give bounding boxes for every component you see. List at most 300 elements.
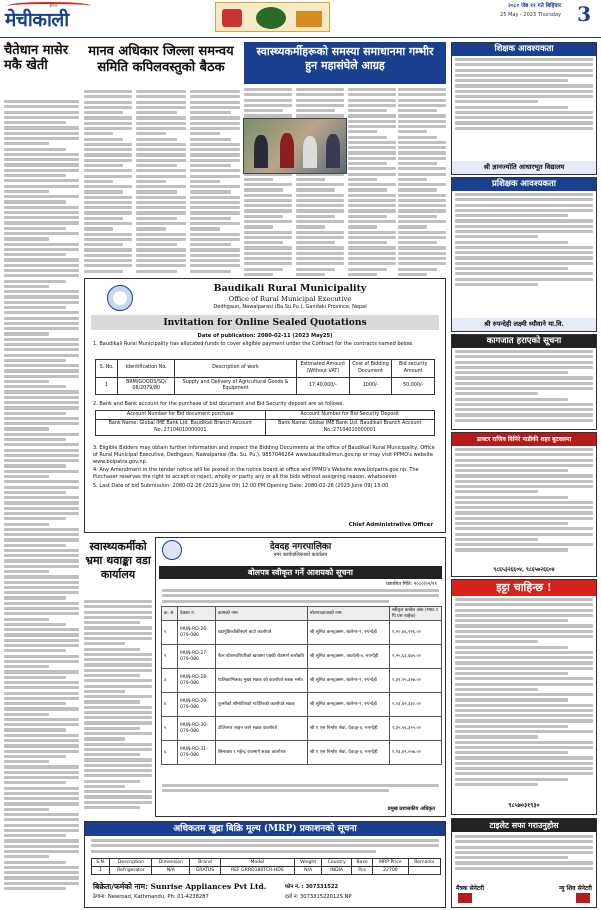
text-line bbox=[455, 517, 593, 520]
text-line bbox=[4, 253, 66, 256]
text-line bbox=[4, 718, 79, 721]
text-line bbox=[455, 116, 593, 119]
text-line bbox=[296, 231, 344, 234]
text-line bbox=[398, 183, 446, 186]
ad-title: डाक्टर राजिव विमिरे नाडीकी शहर बुटवलमा bbox=[452, 433, 596, 446]
text-line bbox=[455, 598, 593, 601]
notice-intro bbox=[162, 589, 439, 605]
text-line bbox=[4, 501, 79, 504]
table-cell: Bank Name: Global IME Bank Ltd. Baudikali Branch Account No.:27104010000001 bbox=[96, 420, 266, 436]
text-line bbox=[4, 887, 66, 890]
text-line bbox=[4, 290, 79, 293]
text-line bbox=[455, 735, 538, 738]
table-header-cell: MRP Price bbox=[373, 859, 409, 867]
text-line bbox=[455, 204, 593, 207]
text-line bbox=[455, 693, 593, 696]
text-line bbox=[455, 704, 593, 707]
text-line bbox=[348, 109, 387, 112]
text-line bbox=[348, 99, 396, 102]
brick-wanted-ad bbox=[451, 579, 597, 815]
text-line bbox=[4, 765, 79, 768]
table-header-cell: Description bbox=[110, 859, 152, 867]
text-line bbox=[4, 206, 79, 209]
table-row bbox=[162, 645, 442, 669]
logo-text: मेचीकाली bbox=[5, 9, 69, 31]
text-line bbox=[455, 371, 568, 374]
text-line bbox=[4, 512, 79, 515]
text-line bbox=[4, 105, 79, 108]
table-header-cell: Brand bbox=[190, 859, 220, 867]
text-line bbox=[4, 464, 66, 467]
text-line bbox=[455, 225, 593, 228]
text-line bbox=[84, 801, 152, 804]
notice-text bbox=[91, 839, 439, 855]
text-line bbox=[455, 709, 593, 712]
text-line bbox=[296, 268, 335, 271]
text-line bbox=[398, 215, 437, 218]
left-article-body bbox=[4, 100, 79, 906]
masthead bbox=[0, 0, 601, 38]
text-line bbox=[84, 143, 132, 146]
text-line bbox=[84, 616, 152, 619]
ad-title: टाइलेट सफा गराउनुहोस bbox=[452, 819, 596, 832]
text-line bbox=[4, 148, 66, 151]
notice-signature: Chief Administrative Officer bbox=[348, 521, 433, 528]
text-line bbox=[296, 257, 344, 260]
text-line bbox=[190, 106, 240, 109]
text-line bbox=[4, 829, 79, 832]
text-line bbox=[84, 106, 132, 109]
text-line bbox=[136, 153, 186, 156]
text-line bbox=[4, 739, 79, 742]
text-line bbox=[455, 496, 568, 499]
text-line bbox=[84, 674, 140, 677]
text-line bbox=[348, 173, 396, 176]
ward-office-headline: स्वास्थ्यकर्मीको भ्रमा थवाङ्का वडा कार्यालय bbox=[85, 540, 151, 581]
text-line bbox=[455, 453, 593, 456]
text-line bbox=[190, 185, 240, 188]
text-line bbox=[398, 188, 437, 191]
text-line bbox=[455, 256, 593, 259]
text-line bbox=[84, 721, 152, 724]
text-line bbox=[84, 222, 132, 225]
text-line bbox=[84, 753, 140, 756]
text-line bbox=[398, 162, 437, 165]
text-line bbox=[136, 180, 166, 183]
table-cell: MUN-RD-30-079-080 bbox=[178, 717, 216, 741]
text-line bbox=[455, 840, 593, 843]
text-line bbox=[4, 237, 49, 240]
text-line bbox=[244, 93, 292, 96]
notice-title: देवदह नगरपालिका bbox=[269, 542, 332, 552]
text-line bbox=[455, 614, 593, 617]
date-nepali: २०८० जेष्ठ ११ गते बिहिवार bbox=[508, 3, 561, 9]
text-line bbox=[398, 178, 427, 181]
text-line bbox=[4, 449, 79, 452]
text-line bbox=[136, 175, 186, 178]
text-line bbox=[4, 559, 79, 562]
text-line bbox=[136, 159, 186, 162]
table-header-cell: ठेक्का नं. bbox=[178, 607, 216, 621]
text-line bbox=[398, 252, 446, 255]
text-line bbox=[84, 132, 113, 135]
text-line bbox=[84, 211, 132, 214]
notice-band: बोलपत्र स्वीकृत गर्ने आशयको सूचना bbox=[159, 566, 442, 579]
text-line bbox=[455, 121, 593, 124]
text-line bbox=[136, 254, 186, 257]
text-line bbox=[190, 138, 231, 141]
table-cell: ६ bbox=[162, 741, 178, 765]
text-line bbox=[136, 132, 166, 135]
text-line bbox=[244, 183, 292, 186]
text-line bbox=[4, 544, 66, 547]
table-header-cell: Bid security Amount bbox=[392, 360, 435, 378]
text-line bbox=[455, 419, 593, 422]
text-line bbox=[244, 99, 292, 102]
text-line bbox=[84, 780, 140, 783]
text-line bbox=[136, 270, 177, 273]
notice-footer bbox=[162, 784, 439, 795]
table-cell: MUN-RD-31-079-080 bbox=[178, 741, 216, 765]
text-line bbox=[84, 605, 152, 608]
text-line bbox=[4, 301, 79, 304]
text-line bbox=[190, 206, 240, 209]
text-line bbox=[455, 74, 593, 77]
text-line bbox=[4, 781, 66, 784]
text-line bbox=[455, 538, 538, 541]
text-line bbox=[455, 714, 593, 717]
text-line bbox=[348, 188, 387, 191]
text-line bbox=[4, 322, 79, 325]
text-line bbox=[4, 792, 79, 795]
text-line bbox=[296, 241, 335, 244]
text-line bbox=[398, 114, 446, 117]
text-line bbox=[348, 241, 387, 244]
table-cell: १ bbox=[162, 621, 178, 645]
text-line bbox=[398, 151, 446, 154]
text-line bbox=[455, 408, 593, 411]
table-cell: 50,000/- bbox=[392, 378, 435, 395]
text-line bbox=[348, 273, 377, 276]
text-line bbox=[4, 808, 49, 811]
text-line bbox=[455, 241, 568, 244]
text-line bbox=[4, 507, 79, 510]
text-line bbox=[455, 756, 593, 759]
text-line bbox=[84, 206, 132, 209]
text-line bbox=[190, 243, 231, 246]
text-line bbox=[244, 109, 283, 112]
text-line bbox=[4, 538, 79, 541]
table-cell: GRATUS bbox=[190, 867, 220, 875]
list-item: 3. Eligible Bidders may obtain further information and inspect the Bidding Documents at the office of Baudikali Rural Municipality, Office of Rural Municipal Executive, Dedhgaun, Nawalparasi (Ba. Su. Pu.), 9857046264 www.baudikalimun.gov.np or may visit PPMO's website www.bolpatra.gov.np. bbox=[93, 445, 435, 465]
table-header-cell: Remarks bbox=[408, 859, 440, 867]
notice-office: Office of Rural Municipal Executive bbox=[228, 295, 352, 303]
text-line bbox=[136, 106, 186, 109]
text-line bbox=[4, 575, 79, 578]
text-line bbox=[244, 194, 292, 197]
ad-title: कागजात हराएको सूचना bbox=[452, 335, 596, 348]
table-cell: फैल स्टेशनवरिपरिको खण्डमा पक्की रोडमार्ग स्तरोन्नति bbox=[216, 645, 308, 669]
text-line bbox=[455, 751, 568, 754]
company-address: ठेगाना: Newroad, Kathmandu, Ph: 01-4238287 bbox=[93, 894, 209, 900]
list-item: 5. Last Date of bid Submission: 2080-02-26 (2023 June 09) 12:00 PM Opening Date: 2080-02-26 (2023 June 09) 13:00 bbox=[93, 482, 389, 489]
text-line bbox=[398, 157, 446, 160]
date-english: 25 May - 2023 Thursday bbox=[500, 12, 561, 18]
table-cell: श्री ए एस निर्माण सेवा, देवदह-४, रुपन्देही bbox=[308, 717, 390, 741]
text-line bbox=[136, 185, 186, 188]
text-line bbox=[84, 259, 132, 262]
text-line bbox=[190, 95, 240, 98]
text-line bbox=[348, 125, 396, 128]
wanted-phone: ९८५७०३१९३० bbox=[508, 801, 540, 809]
text-line bbox=[455, 646, 568, 649]
text-line bbox=[4, 406, 79, 409]
text-line bbox=[190, 122, 240, 125]
text-line bbox=[244, 262, 292, 265]
text-line bbox=[455, 58, 593, 61]
text-line bbox=[244, 204, 292, 207]
table-cell: श्री सुमित कन्स्ट्रक्सन, आर्ताली-४, रुपन्देही bbox=[308, 645, 390, 669]
text-line bbox=[84, 233, 132, 236]
text-line bbox=[455, 522, 568, 525]
table-cell: N/A bbox=[152, 867, 190, 875]
text-line bbox=[84, 774, 152, 777]
text-line bbox=[455, 469, 568, 472]
text-line bbox=[136, 238, 186, 241]
text-line bbox=[398, 246, 446, 249]
text-line bbox=[455, 533, 593, 536]
text-line bbox=[455, 111, 593, 114]
table-header-cell: Dimension bbox=[152, 859, 190, 867]
text-line bbox=[455, 772, 593, 775]
text-line bbox=[4, 295, 79, 298]
text-line bbox=[4, 586, 79, 589]
text-line bbox=[190, 127, 240, 130]
text-line bbox=[348, 209, 396, 212]
text-line bbox=[84, 248, 132, 251]
text-line bbox=[4, 248, 79, 251]
text-line bbox=[4, 153, 79, 156]
text-line bbox=[84, 669, 152, 672]
text-line bbox=[4, 528, 79, 531]
text-line bbox=[455, 624, 593, 627]
text-line bbox=[455, 656, 593, 659]
ad-body bbox=[452, 596, 596, 790]
text-line bbox=[455, 762, 593, 765]
text-line bbox=[455, 490, 538, 493]
text-line bbox=[244, 209, 292, 212]
table-cell: 1 bbox=[96, 378, 118, 395]
text-line bbox=[4, 845, 79, 848]
text-line bbox=[4, 665, 49, 668]
table-cell: Pcs bbox=[352, 867, 373, 875]
shop-logo-icon bbox=[576, 893, 590, 903]
text-line bbox=[455, 672, 568, 675]
text-line bbox=[4, 554, 79, 557]
text-line bbox=[4, 470, 79, 473]
text-line bbox=[136, 233, 186, 236]
text-line bbox=[4, 491, 66, 494]
text-line bbox=[4, 639, 79, 642]
human-rights-headline: मानव अधिकार जिल्ला समन्वय समिति कपिलवस्तुको बैठक bbox=[88, 44, 234, 75]
text-line bbox=[190, 132, 220, 135]
text-line bbox=[455, 527, 593, 530]
table-cell: श्री ए एस निर्माण सेवा, देवदह-४, रुपन्देही bbox=[308, 741, 390, 765]
company-registration: दर्ता नं: 307331522012S NP bbox=[285, 894, 352, 900]
text-line bbox=[190, 180, 220, 183]
text-line bbox=[84, 238, 132, 241]
mrp-table bbox=[91, 858, 441, 875]
text-line bbox=[84, 685, 152, 688]
text-line bbox=[4, 338, 79, 341]
text-line bbox=[84, 716, 152, 719]
text-line bbox=[398, 146, 446, 149]
text-line bbox=[84, 611, 152, 614]
text-line bbox=[84, 642, 125, 645]
text-line bbox=[296, 183, 344, 186]
text-line bbox=[4, 195, 79, 198]
text-line bbox=[4, 802, 79, 805]
text-line bbox=[4, 132, 79, 135]
text-line bbox=[296, 188, 335, 191]
page-number: 3 bbox=[577, 2, 591, 26]
text-line bbox=[348, 136, 387, 139]
text-line bbox=[455, 366, 593, 369]
text-line bbox=[84, 748, 152, 751]
text-line bbox=[348, 231, 396, 234]
table-header-cell: S. No. bbox=[96, 360, 118, 378]
text-line bbox=[296, 209, 344, 212]
text-line bbox=[84, 737, 125, 740]
text-line bbox=[455, 361, 593, 364]
notice-date: प्रकाशित मिति: २०८०/०२/११ bbox=[386, 582, 437, 587]
text-line bbox=[455, 603, 593, 606]
text-line bbox=[348, 162, 387, 165]
text-line bbox=[4, 200, 66, 203]
text-line bbox=[348, 120, 396, 123]
text-line bbox=[4, 380, 49, 383]
text-line bbox=[455, 63, 593, 66]
text-line bbox=[455, 398, 568, 401]
text-line bbox=[455, 861, 593, 864]
text-line bbox=[398, 141, 446, 144]
text-line bbox=[190, 211, 240, 214]
text-line bbox=[296, 194, 344, 197]
table-cell: 1 bbox=[92, 867, 110, 875]
table-cell: REF GRRD180TCR-HDS bbox=[220, 867, 295, 875]
text-line bbox=[84, 727, 140, 730]
text-line bbox=[455, 230, 593, 233]
text-line bbox=[296, 252, 344, 255]
text-line bbox=[136, 127, 186, 130]
text-line bbox=[455, 382, 593, 385]
text-line bbox=[4, 306, 66, 309]
text-line bbox=[455, 95, 593, 98]
text-line bbox=[398, 104, 446, 107]
text-line bbox=[84, 196, 132, 199]
text-line bbox=[398, 209, 446, 212]
table-header-cell: Estimated Amount (Without VAT) bbox=[296, 360, 349, 378]
text-line bbox=[4, 570, 49, 573]
text-line bbox=[136, 217, 177, 220]
list-item: 4. Any Amendment in the tender notice will be posted in the notice board at office and PPMO's Website www.bolpatra.gov.np. The Purchaser reserves the right to accept or reject, wholly or partly any or all the bids without assigning reason, whatsoever. bbox=[93, 467, 419, 480]
text-line bbox=[455, 677, 593, 680]
text-line bbox=[84, 175, 132, 178]
text-line bbox=[455, 198, 593, 201]
table-header-row bbox=[96, 411, 435, 420]
advert-graphic bbox=[296, 11, 322, 27]
text-line bbox=[398, 125, 446, 128]
text-line bbox=[455, 783, 538, 786]
text-line bbox=[4, 692, 79, 695]
text-line bbox=[4, 285, 49, 288]
text-line bbox=[4, 723, 79, 726]
text-line bbox=[190, 111, 231, 114]
article-body bbox=[84, 600, 152, 817]
table-cell: १,२५,६३,६७५.०० bbox=[390, 645, 442, 669]
table-header-cell: Model bbox=[220, 859, 295, 867]
text-line bbox=[190, 148, 240, 151]
ad-body bbox=[452, 832, 596, 875]
text-line bbox=[348, 157, 396, 160]
text-line bbox=[190, 201, 240, 204]
text-line bbox=[398, 120, 446, 123]
text-line bbox=[84, 270, 123, 273]
text-line bbox=[136, 227, 166, 230]
table-header-cell: Weight bbox=[295, 859, 322, 867]
health-headline: स्वास्थ्यकर्मीहरूको समस्या समाधानमा गम्भीर हुन महासंघेले आग्रह bbox=[244, 42, 446, 84]
text-line bbox=[190, 270, 231, 273]
text-line bbox=[84, 764, 152, 767]
text-line bbox=[84, 626, 152, 629]
article-body bbox=[190, 90, 240, 275]
text-line bbox=[4, 126, 79, 129]
text-line bbox=[4, 396, 79, 399]
table-cell: श्री सुमित कन्स्ट्रक्सन, बालेनर-१, रुपन्देही bbox=[308, 621, 390, 645]
text-line bbox=[348, 215, 387, 218]
table-cell: श्री सुमित कन्स्ट्रक्सन, बालेनर-१, रुपन्देही bbox=[308, 693, 390, 717]
text-line bbox=[455, 543, 593, 546]
text-line bbox=[84, 711, 152, 714]
text-line bbox=[190, 233, 240, 236]
text-line bbox=[455, 725, 568, 728]
notice-address: Dedhgaun, Nawalparasi (Ba.Su.Pu.), Gandaki Province, Nepal bbox=[213, 304, 367, 310]
municipality-emblem-icon bbox=[107, 285, 133, 311]
text-line bbox=[84, 164, 123, 167]
text-line bbox=[4, 702, 66, 705]
text-line bbox=[84, 700, 140, 703]
text-line bbox=[4, 269, 79, 272]
text-line bbox=[190, 254, 240, 257]
text-line bbox=[398, 204, 446, 207]
text-line bbox=[4, 549, 79, 552]
table-cell: १,०३,४२,३३०.०० bbox=[390, 693, 442, 717]
text-line bbox=[455, 506, 593, 509]
text-line bbox=[455, 413, 593, 416]
text-line bbox=[4, 565, 79, 568]
text-line bbox=[136, 201, 186, 204]
text-line bbox=[190, 116, 240, 119]
text-line bbox=[84, 732, 152, 735]
table-cell: सिमरवार र महेन्द्र राजमार्ग सडक कालोपत्र bbox=[216, 741, 308, 765]
text-line bbox=[455, 474, 593, 477]
text-line bbox=[244, 246, 292, 249]
text-line bbox=[398, 236, 446, 239]
text-line bbox=[84, 138, 123, 141]
ad-title: प्रशिक्षक आवश्यकता bbox=[452, 178, 596, 191]
table-cell: ५ bbox=[162, 717, 178, 741]
logo-tag: दैनिक bbox=[49, 3, 58, 8]
